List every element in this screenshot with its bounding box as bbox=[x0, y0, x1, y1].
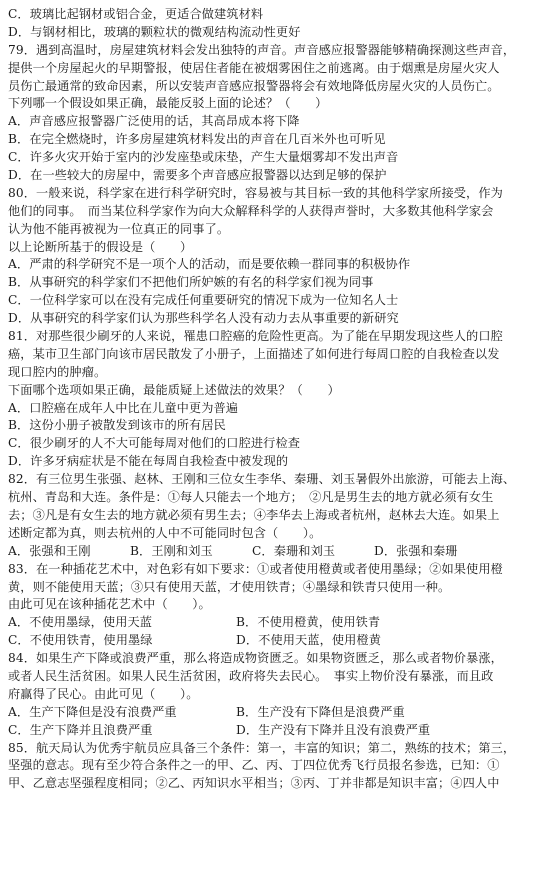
option-q82: D．张强和秦珊 bbox=[374, 543, 458, 558]
text-line: C．玻璃比起钢材或铝合金，更适合做建筑材料 bbox=[8, 7, 264, 21]
text-line: 认为他不能再被视为一位真正的同事了。 bbox=[8, 221, 230, 236]
text-line: B．这份小册子被散发到该市的所有居民 bbox=[8, 418, 226, 433]
text-line: 提供一个房屋起火的早期警报，使居住者能在被烟雾困住之前逃离。由于烟熏是房屋火灾人 bbox=[8, 60, 500, 75]
option-row bbox=[8, 614, 556, 632]
text-line: 81．对那些很少刷牙的人来说，罹患口腔癌的危险性更高。为了能在早期发现这些人的口腔 bbox=[8, 329, 503, 344]
text-line: 坚强的意志。现有至少符合条件之一的甲、乙、丙、丁四位优秀飞行员报名参选，已知：① bbox=[8, 758, 500, 773]
text-line: B．从事研究的科学家们不把他们所妒嫉的有名的科学家们视为同事 bbox=[8, 275, 374, 290]
text-line: A．口腔癌在成年人中比在儿童中更为普遍 bbox=[8, 400, 239, 415]
text-line: 下面哪个选项如果正确，最能质疑上述做法的效果？（ ） bbox=[8, 382, 340, 397]
option-item: A．生产下降但是没有浪费严重 bbox=[8, 704, 177, 719]
text-line: 由此可见在该种插花艺术中（ ）。 bbox=[8, 597, 211, 612]
text-line: 他们的同事。 而当某位科学家作为向大众解释科学的人获得声誉时，大多数其他科学家会 bbox=[8, 203, 494, 218]
text-line: 现口腔内的肿瘤。 bbox=[8, 364, 107, 379]
text-line: D．在一些较大的房屋中，需要多个声音感应报警器以达到足够的保护 bbox=[8, 168, 387, 183]
option-item: A．不使用墨绿，使用天蓝 bbox=[8, 615, 153, 630]
text-line: A．严肃的科学研究不是一项个人的活动，而是要依赖一群同事的积极协作 bbox=[8, 257, 411, 272]
text-line: 下列哪一个假设如果正确，最能反驳上面的论述？（ ） bbox=[8, 96, 328, 111]
text-line: 员伤亡最通常的致命因素，所以安装声音感应报警器将会有效地降低房屋火灾的人员伤亡。 bbox=[8, 78, 500, 93]
option-q82: A．张强和王刚 bbox=[8, 543, 91, 558]
text-line: C．许多火灾开始于室内的沙发座垫或床垫，产生大量烟雾却不发出声音 bbox=[8, 150, 399, 165]
text-line: 杭州、青岛和大连。条件是：①每人只能去一个地方； ②凡是男生去的地方就必须有女生 bbox=[8, 490, 494, 505]
text-line: 82．有三位男生张强、赵林、王刚和三位女生李华、秦珊、刘玉暑假外出旅游，可能去上海、 bbox=[8, 472, 516, 487]
text-block-q78-q82 bbox=[8, 6, 556, 543]
option-item: D．生产没有下降并且没有浪费严重 bbox=[236, 722, 431, 737]
text-line: 癌，某市卫生部门向该市居民散发了小册子，上面描述了如何进行每周口腔的自我检查以发 bbox=[8, 346, 500, 361]
option-item: B．生产没有下降但是浪费严重 bbox=[236, 704, 405, 719]
text-line: D．从事研究的科学家们认为那些科学名人没有动力去从事重要的新研究 bbox=[8, 311, 399, 326]
text-line: 84．如果生产下降或浪费严重，那么将造成物资匮乏。如果物资匮乏，那么或者物价暴涨， bbox=[8, 651, 503, 666]
option-item: C．生产下降并且浪费严重 bbox=[8, 722, 153, 737]
option-row bbox=[8, 704, 556, 722]
option-q82: C．秦珊和刘玉 bbox=[252, 543, 336, 558]
text-line: B．在完全燃烧时，许多房屋建筑材料发出的声音在几百米外也可听见 bbox=[8, 132, 386, 147]
text-line: C．很少刷牙的人不大可能每周对他们的口腔进行检查 bbox=[8, 436, 301, 451]
text-line: A．声音感应报警器广泛使用的话，其高昂成本将下降 bbox=[8, 114, 300, 129]
text-line: C．一位科学家可以在没有完成任何重要研究的情况下成为一位知名人士 bbox=[8, 293, 399, 308]
text-line: 85．航天局认为优秀宇航员应具备三个条件：第一，丰富的知识；第二，熟练的技术；第三， bbox=[8, 740, 516, 755]
text-line: 府赢得了民心。由此可见（ ）。 bbox=[8, 686, 199, 701]
q82-options bbox=[8, 543, 556, 561]
option-item: D．不使用天蓝，使用橙黄 bbox=[236, 633, 382, 648]
text-line: D．许多牙病症状是不能在每周自我检查中被发现的 bbox=[8, 454, 289, 469]
option-row bbox=[8, 632, 556, 650]
text-line: 79．遇到高温时，房屋建筑材料会发出独特的声音。声音感应报警器能够精确探测这些声音， bbox=[8, 42, 516, 57]
q84-options bbox=[8, 704, 556, 740]
q83-options bbox=[8, 614, 556, 650]
text-block-q83 bbox=[8, 561, 556, 615]
text-block-q85 bbox=[8, 740, 556, 794]
text-line: 83．在一种插花艺术中，对色彩有如下要求：①或者使用橙黄或者使用墨绿；②如果使用橙 bbox=[8, 561, 503, 576]
text-line: 述断定都为真，则去杭州的人中不可能同时包含（ ）。 bbox=[8, 525, 322, 540]
text-block-q84 bbox=[8, 650, 556, 704]
text-line: D．与钢材相比，玻璃的颗粒状的微观结构流动性更好 bbox=[8, 24, 301, 39]
document-page bbox=[8, 6, 556, 793]
option-item: B．不使用橙黄，使用铁青 bbox=[236, 615, 381, 630]
text-line: 或者人民生活贫困。如果人民生活贫困，政府将失去民心。 事实上物价没有暴涨，而且政 bbox=[8, 668, 494, 683]
text-line: 甲、乙意志坚强程度相同；②乙、丙知识水平相当；③丙、丁并非都是知识丰富；④四人中 bbox=[8, 776, 500, 791]
option-q82: B．王刚和刘玉 bbox=[130, 543, 213, 558]
option-row bbox=[8, 722, 556, 740]
option-item: C．不使用铁青，使用墨绿 bbox=[8, 633, 153, 648]
text-line: 黄，则不能使用天蓝；③只有使用天蓝，才使用铁青；④墨绿和铁青只使用一种。 bbox=[8, 579, 451, 594]
text-line: 以上论断所基于的假设是（ ） bbox=[8, 239, 193, 254]
text-line: 去；③凡是有女生去的地方就必须有男生去；④李华去上海或者杭州，赵林去大连。如果上 bbox=[8, 507, 500, 522]
text-line: 80．一般来说，科学家在进行科学研究时，容易被与其目标一致的其他科学家所接受，作为 bbox=[8, 185, 503, 200]
